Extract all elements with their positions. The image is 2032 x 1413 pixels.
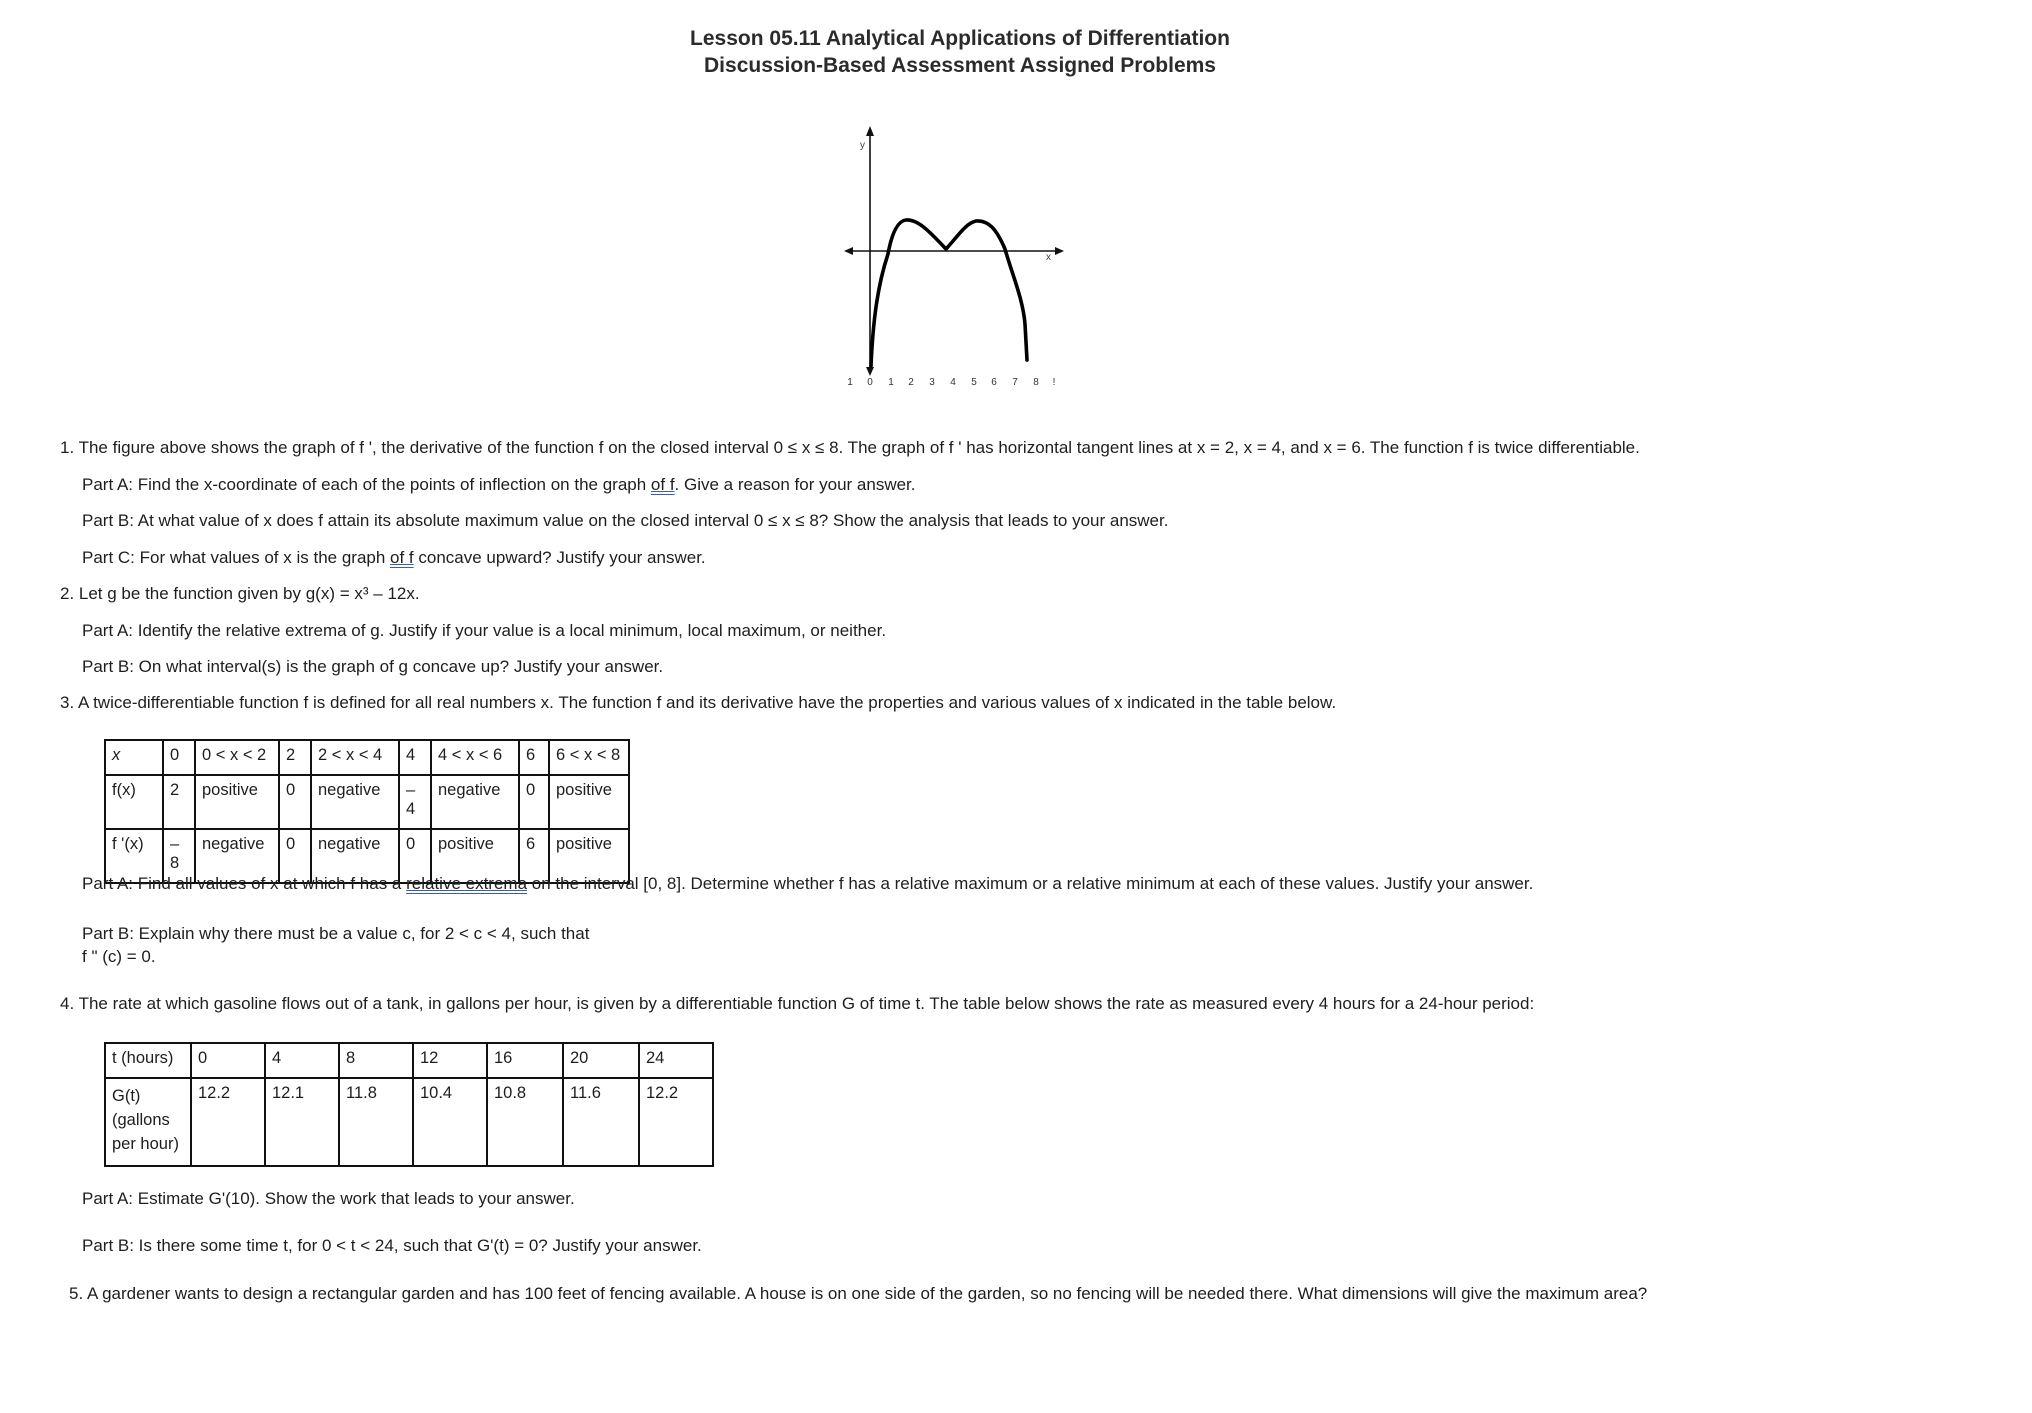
table-cell: 0 < x < 2: [195, 740, 279, 775]
problem-3-table: [104, 739, 630, 884]
x-tick-label: 2: [908, 377, 914, 388]
y-axis-label: y: [860, 140, 865, 151]
row-label-line: per hour): [112, 1135, 179, 1153]
table-cell: 0: [279, 775, 311, 829]
table-cell: 12.2: [639, 1078, 713, 1166]
table-cell: 0: [191, 1043, 265, 1078]
x-tick-label: 3: [929, 377, 935, 388]
table-cell: 24: [639, 1043, 713, 1078]
table-cell: 10.8: [487, 1078, 563, 1166]
table-cell: 12.2: [191, 1078, 265, 1166]
problem-3-part-b-line2: f " (c) = 0.: [82, 947, 156, 966]
table-cell: 11.8: [339, 1078, 413, 1166]
problem-4-part-b: Part B: Is there some time t, for 0 < t < 24, such that G'(t) = 0? Justify your answer.: [82, 1236, 702, 1255]
document-title: Lesson 05.11 Analytical Applications of Differentiation: [690, 27, 1230, 50]
table-cell: 2: [163, 775, 195, 829]
y-axis-arrow-top: [866, 126, 874, 136]
problem-1-part-a: [82, 475, 916, 495]
problem-1-part-b: Part B: At what value of x does f attain its absolute maximum value on the closed interval 0 ≤ x ≤ 8? Show the analysis that leads to your answer.: [82, 511, 1169, 530]
spellcheck-underline: of f: [390, 548, 414, 567]
x-tick-label: 4: [950, 377, 956, 388]
table-row: [105, 740, 629, 775]
text: concave upward? Justify your answer.: [413, 548, 706, 567]
problem-1-stem: 1. The figure above shows the graph of f ', the derivative of the function f on the closed interval 0 ≤ x ≤ 8. The graph of f ' has horizontal tangent lines at x = 2, x = 4, and x = 6. The function f is twice differentiable.: [60, 438, 1640, 457]
table-cell: positive: [431, 829, 519, 883]
table-cell: x: [105, 740, 163, 775]
f-prime-curve: [871, 220, 1027, 366]
x-axis-arrow-left: [844, 247, 853, 255]
table-cell: 0: [163, 740, 195, 775]
row-label-line: (gallons: [112, 1111, 170, 1129]
row-label-line: G(t): [112, 1087, 141, 1105]
table-cell: negative: [311, 829, 399, 883]
table-cell: 10.4: [413, 1078, 487, 1166]
problem-4-stem: 4. The rate at which gasoline flows out of a tank, in gallons per hour, is given by a differentiable function G of time t. The table below shows the rate as measured every 4 hours for a 24-hour period:: [60, 994, 1535, 1013]
table-cell: negative: [311, 775, 399, 829]
spellcheck-underline: relative extrema: [406, 874, 528, 893]
x-tick-label: 1: [847, 377, 853, 388]
text: Part A: Find all values of x at which f has a: [82, 874, 407, 893]
derivative-graph: [836, 124, 1076, 394]
table-cell: f '(x): [105, 829, 163, 883]
table-cell: 16: [487, 1043, 563, 1078]
problem-2-part-a: Part A: Identify the relative extrema of g. Justify if your value is a local minimum, local maximum, or neither.: [82, 621, 887, 640]
table-cell: 20: [563, 1043, 639, 1078]
problem-4-part-a: Part A: Estimate G'(10). Show the work that leads to your answer.: [82, 1189, 575, 1208]
x-axis-label: x: [1046, 252, 1051, 263]
table-cell: 4: [265, 1043, 339, 1078]
table-cell: –4: [399, 775, 431, 829]
table-cell: 0: [519, 775, 549, 829]
table-row: [105, 1043, 713, 1078]
problem-3-part-a: [82, 874, 1533, 894]
x-axis-arrow-right: [1055, 247, 1064, 255]
table-cell: 6: [519, 829, 549, 883]
problem-4-table: [104, 1042, 714, 1167]
table-cell: 4: [399, 740, 431, 775]
x-tick-label: 8: [1033, 377, 1039, 388]
table-cell: 8: [339, 1043, 413, 1078]
table-cell: f(x): [105, 775, 163, 829]
problem-2-part-b: Part B: On what interval(s) is the graph of g concave up? Justify your answer.: [82, 657, 664, 676]
x-tick-label: !: [1052, 377, 1056, 388]
table-cell: 11.6: [563, 1078, 639, 1166]
text: on the interval [0, 8]. Determine whether f has a relative maximum or a relative minimum at each of these values. Justify your answer.: [527, 874, 1534, 893]
table-cell: 2 < x < 4: [311, 740, 399, 775]
table-cell: positive: [549, 829, 629, 883]
text: Part C: For what values of x is the graph: [82, 548, 391, 567]
table-cell: 12: [413, 1043, 487, 1078]
text: Part A: Find the x-coordinate of each of the points of inflection on the graph: [82, 475, 651, 494]
y-axis-arrow-bottom: [866, 367, 874, 376]
table-cell: positive: [195, 775, 279, 829]
table-cell: negative: [195, 829, 279, 883]
spellcheck-underline: of f: [650, 475, 675, 494]
table-cell: positive: [549, 775, 629, 829]
table-cell: 0: [279, 829, 311, 883]
table-cell: 6: [519, 740, 549, 775]
document-subtitle: Discussion-Based Assessment Assigned Problems: [704, 54, 1216, 77]
table-cell: t (hours): [105, 1043, 191, 1078]
x-tick-label: 1: [888, 377, 894, 388]
table-cell: [105, 1078, 191, 1166]
table-cell: 6 < x < 8: [549, 740, 629, 775]
x-tick-label: 7: [1012, 377, 1018, 388]
problem-5-stem: 5. A gardener wants to design a rectangular garden and has 100 feet of fencing available. A house is on one side of the garden, so no fencing will be needed there. What dimensions will give the maximum area?: [69, 1284, 1648, 1303]
x-tick-label: 5: [971, 377, 977, 388]
problem-3-stem: 3. A twice-differentiable function f is defined for all real numbers x. The function f and its derivative have the properties and various values of x indicated in the table below.: [60, 693, 1337, 712]
table-cell: 0: [399, 829, 431, 883]
x-tick-label: 6: [991, 377, 997, 388]
problem-2-stem: 2. Let g be the function given by g(x) = x³ – 12x.: [60, 584, 420, 603]
table-cell: 4 < x < 6: [431, 740, 519, 775]
table-cell: –8: [163, 829, 195, 883]
table-cell: negative: [431, 775, 519, 829]
table-row: [105, 775, 629, 829]
x-tick-label: 0: [867, 377, 873, 388]
table-row: [105, 1078, 713, 1166]
problem-1-part-c: [82, 548, 706, 568]
text: . Give a reason for your answer.: [674, 475, 916, 494]
table-cell: 12.1: [265, 1078, 339, 1166]
problem-3-part-b-line1: Part B: Explain why there must be a value c, for 2 < c < 4, such that: [82, 924, 590, 943]
table-cell: 2: [279, 740, 311, 775]
